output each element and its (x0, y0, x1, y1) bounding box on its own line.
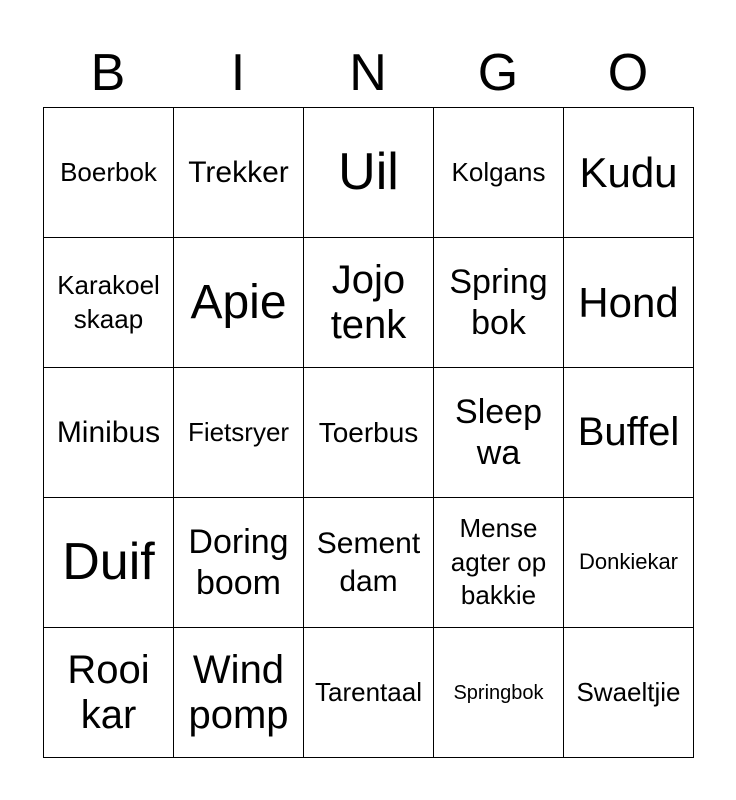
cell-label: Tarentaal (315, 676, 422, 707)
cell-label: Duif (62, 533, 155, 592)
cell-label: Doring boom (188, 522, 289, 602)
cell-label: Kolgans (451, 156, 546, 187)
bingo-cell-5-4[interactable] (434, 628, 564, 758)
bingo-board (43, 107, 694, 758)
cell-label: Trekker (188, 155, 289, 189)
bingo-cell-2-3[interactable] (304, 238, 434, 368)
bingo-cell-1-4[interactable] (434, 108, 564, 238)
cell-label: Springbok (453, 681, 544, 704)
bingo-cell-2-1[interactable] (44, 238, 174, 368)
cell-label: Sement dam (316, 527, 421, 598)
bingo-cell-5-5[interactable] (564, 628, 694, 758)
cell-label: Minibus (56, 415, 161, 449)
bingo-header (43, 40, 693, 106)
bingo-cell-4-5[interactable] (564, 498, 694, 628)
bingo-cell-4-4[interactable] (434, 498, 564, 628)
bingo-cell-2-4[interactable] (434, 238, 564, 368)
bingo-cell-1-2[interactable] (174, 108, 304, 238)
header-letter-n: N (349, 44, 387, 102)
bingo-cell-5-1[interactable] (44, 628, 174, 758)
bingo-cell-1-1[interactable] (44, 108, 174, 238)
bingo-cell-5-3[interactable] (304, 628, 434, 758)
bingo-cell-2-2[interactable] (174, 238, 304, 368)
header-letter-b: B (90, 44, 126, 102)
cell-label: Mense agter op bakkie (450, 512, 547, 611)
header-letter-o: O (607, 44, 649, 102)
cell-label: Wind pomp (188, 647, 289, 737)
cell-label: Sleep wa (455, 392, 542, 472)
bingo-cell-1-3[interactable] (304, 108, 434, 238)
bingo-cell-3-1[interactable] (44, 368, 174, 498)
bingo-cell-1-5[interactable] (564, 108, 694, 238)
cell-label: Jojo tenk (330, 257, 407, 347)
bingo-cell-4-1[interactable] (44, 498, 174, 628)
cell-label: Buffel (577, 410, 680, 455)
bingo-cell-5-2[interactable] (174, 628, 304, 758)
header-letter-i: I (230, 44, 246, 102)
cell-label: Uil (338, 143, 399, 202)
bingo-cell-3-3[interactable] (304, 368, 434, 498)
cell-label: Toerbus (318, 417, 419, 448)
bingo-cell-3-5[interactable] (564, 368, 694, 498)
cell-label: Spring bok (449, 262, 548, 342)
cell-label: Boerbok (60, 156, 157, 187)
bingo-cell-3-4[interactable] (434, 368, 564, 498)
header-letter-g: G (477, 44, 519, 102)
cell-label: Apie (190, 275, 287, 329)
cell-label: Swaeltjie (576, 676, 681, 707)
cell-label: Kudu (579, 148, 678, 196)
cell-label: Hond (578, 278, 679, 326)
cell-label: Donkiekar (578, 549, 679, 575)
cell-label: Karakoel skaap (57, 269, 160, 334)
bingo-cell-2-5[interactable] (564, 238, 694, 368)
bingo-cell-4-3[interactable] (304, 498, 434, 628)
bingo-cell-4-2[interactable] (174, 498, 304, 628)
cell-label: Fietsryer (187, 416, 290, 447)
bingo-cell-3-2[interactable] (174, 368, 304, 498)
cell-label: Rooi kar (67, 647, 150, 737)
